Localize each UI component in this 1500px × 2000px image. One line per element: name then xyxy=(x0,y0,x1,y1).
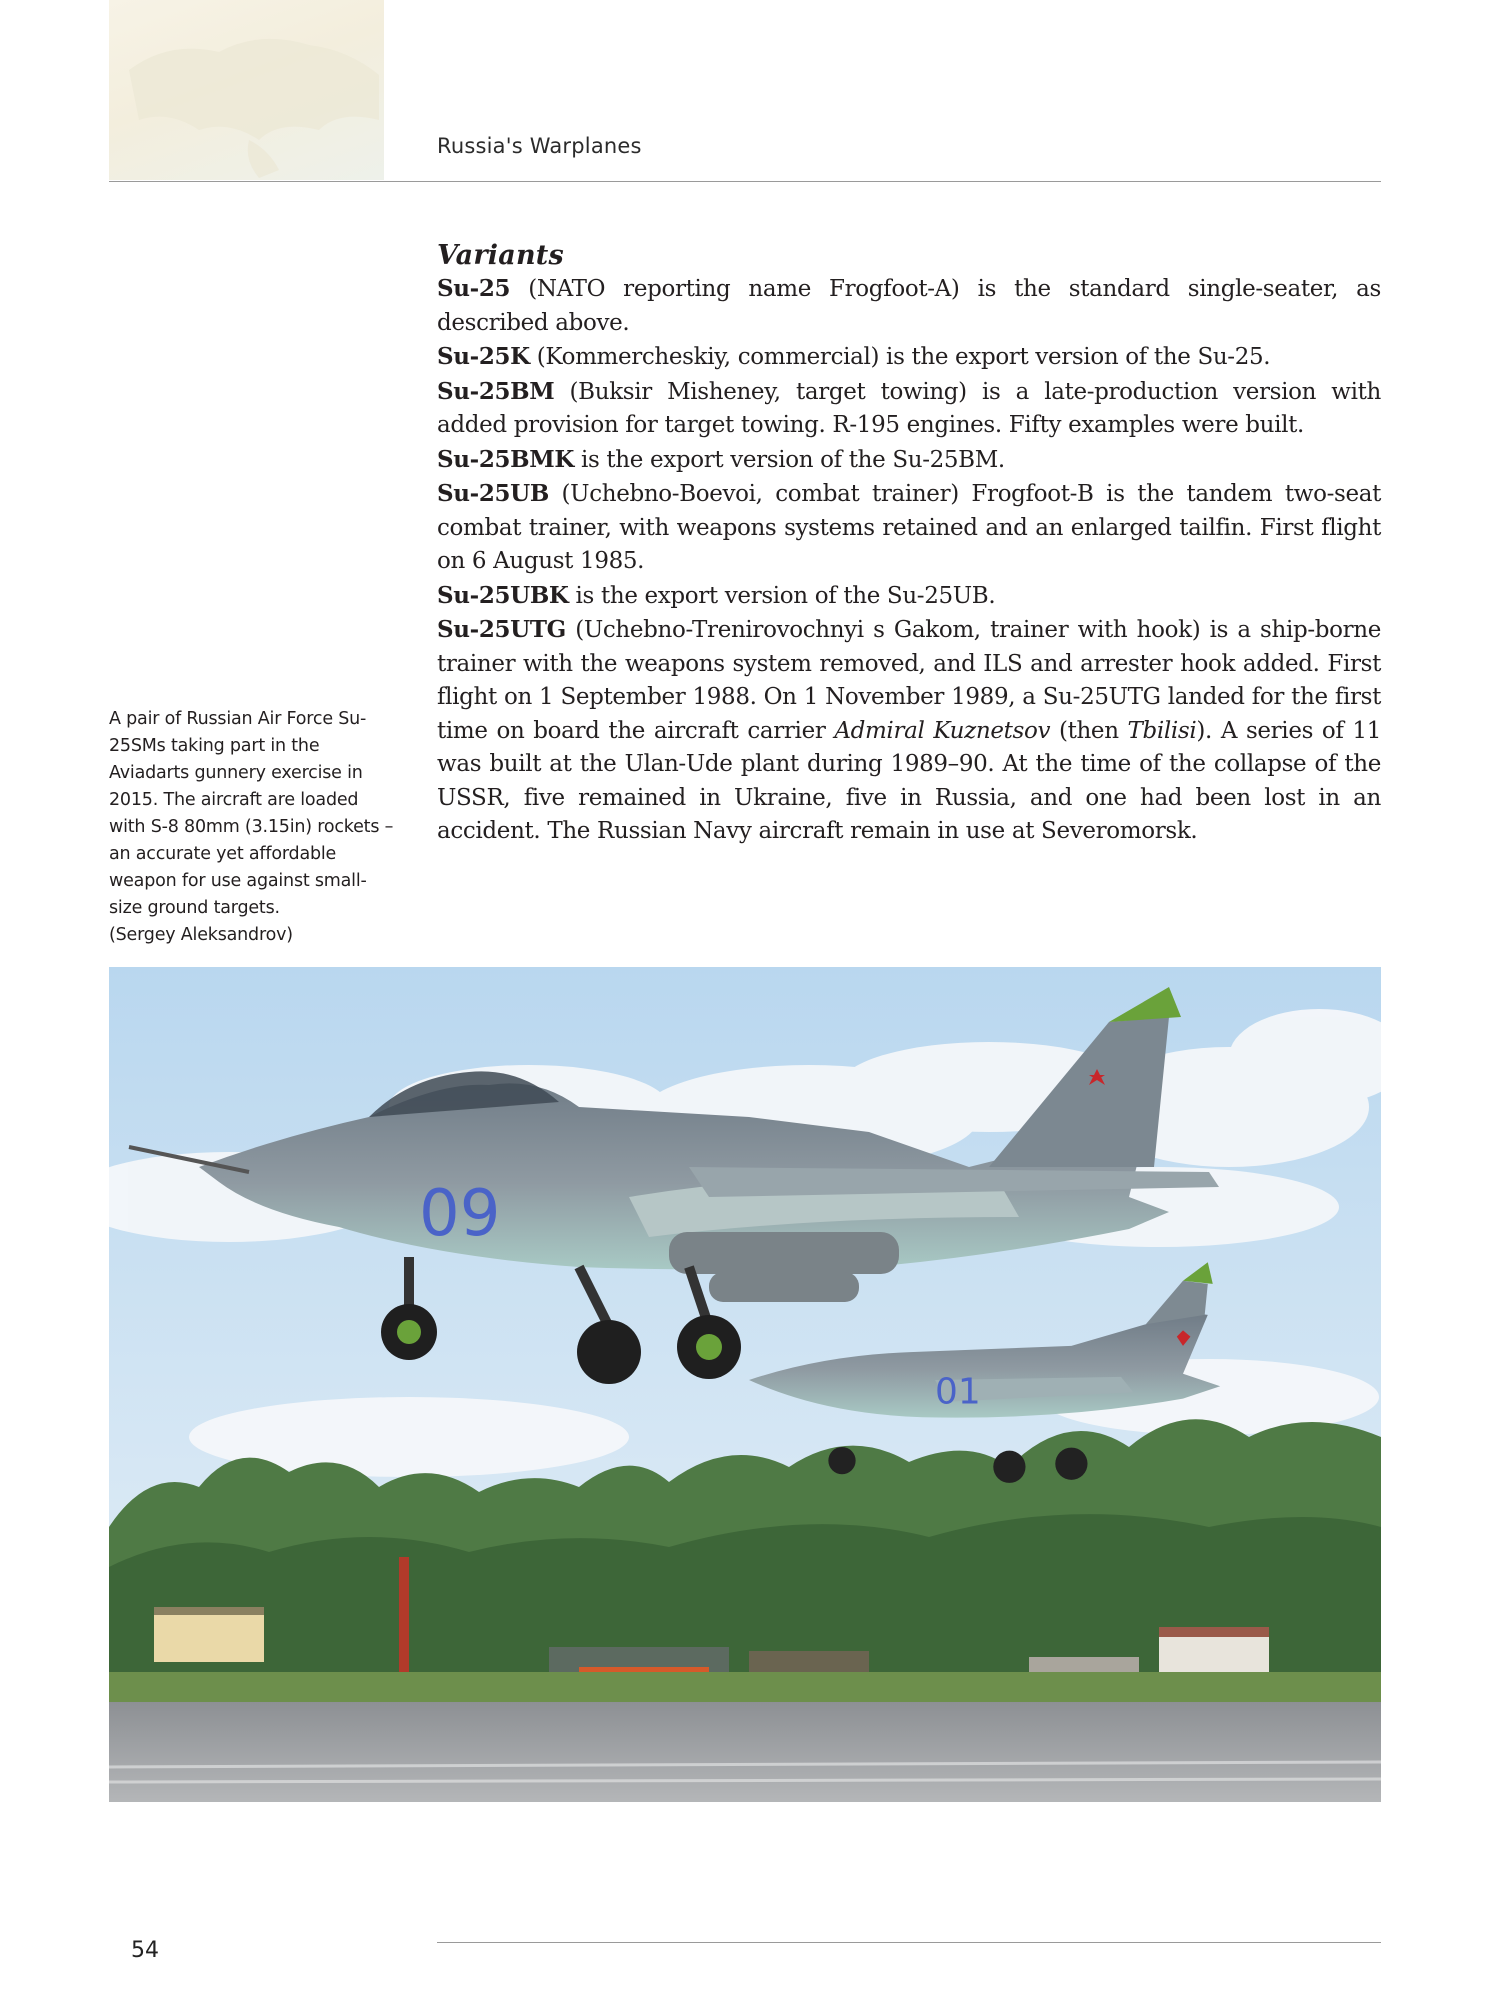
variant-paragraph xyxy=(437,477,1381,579)
photo-caption xyxy=(109,706,394,949)
page-number: 54 xyxy=(131,1938,159,1963)
variant-name: Su-25BMK xyxy=(437,445,574,473)
header-rule xyxy=(109,181,1381,182)
variant-paragraph xyxy=(437,613,1381,849)
world-map-graphic xyxy=(109,0,384,180)
footer-rule xyxy=(437,1942,1381,1943)
variant-name: Su-25 xyxy=(437,275,511,302)
caption-text: A pair of Russian Air Force Su-25SMs taking part in the Aviadarts gunnery exercise in 2015. The aircraft are loaded with S-8 80mm (3.15in) rockets – an accurate yet affordable weapon for use against small-size ground targets. xyxy=(109,709,394,918)
runway xyxy=(109,1702,1381,1802)
variant-text: (NATO reporting name Frogfoot-A) is the standard single-seater, as described above. xyxy=(437,276,1381,336)
variant-paragraph xyxy=(437,443,1381,478)
variant-paragraph xyxy=(437,340,1381,375)
variant-paragraph xyxy=(437,579,1381,614)
photo xyxy=(109,967,1381,1802)
variant-text: (Uchebno-Trenirovochnyi s Gakom, trainer with hook) is a ship-borne trainer with the weapons system removed, and ILS and arrester hook added. First flight on 1 September 1988. On 1 November 1989, a Su-25UTG landed for the first time on board the aircraft carrier xyxy=(437,617,1381,744)
variant-paragraph xyxy=(437,375,1381,443)
variant-text: (Buksir Misheney, target towing) is a late-production version with added provision for target towing. R-195 engines. Fifty examples were built. xyxy=(437,378,1381,438)
map-thumbnail xyxy=(109,0,384,180)
variant-name: Su-25K xyxy=(437,343,530,370)
variant-text: (then xyxy=(1050,717,1128,744)
caption-credit: (Sergey Aleksandrov) xyxy=(109,925,293,945)
running-head: Russia's Warplanes xyxy=(437,134,642,158)
variant-name: Su-25BM xyxy=(437,377,555,405)
variant-name: Su-25UTG xyxy=(437,616,566,643)
grass xyxy=(109,1672,1381,1707)
variant-paragraph xyxy=(437,272,1381,340)
aircraft-number: 09 xyxy=(419,1177,501,1251)
variant-text: (Uchebno-Boevoi, combat trainer) Frogfoot-B is the tandem two-seat combat trainer, with weapons systems retained and an enlarged tailfin. First flight on 6 August 1985. xyxy=(437,481,1381,574)
aircraft-number: 01 xyxy=(935,1371,981,1413)
section-heading: Variants xyxy=(437,240,564,271)
ship-name: Tbilisi xyxy=(1127,717,1197,744)
variant-text: ). A series of 11 was built at the Ulan-Ude plant during 1989–90. At the time of the collapse of the USSR, five remained in Ukraine, five in Russia, and one had been lost in an accident. The Russian Navy aircraft remain in use at Severomorsk. xyxy=(437,717,1381,844)
variant-name: Su-25UBK xyxy=(437,581,569,609)
variant-name: Su-25UB xyxy=(437,480,549,507)
ship-name: Admiral Kuznetsov xyxy=(834,717,1051,744)
body-text xyxy=(437,238,1381,849)
variant-text: is the export version of the Su-25BM. xyxy=(573,446,1005,473)
aircraft-photo xyxy=(109,967,1381,1802)
variant-text: is the export version of the Su-25UB. xyxy=(568,582,996,609)
variant-text: (Kommercheskiy, commercial) is the export version of the Su-25. xyxy=(529,344,1271,370)
